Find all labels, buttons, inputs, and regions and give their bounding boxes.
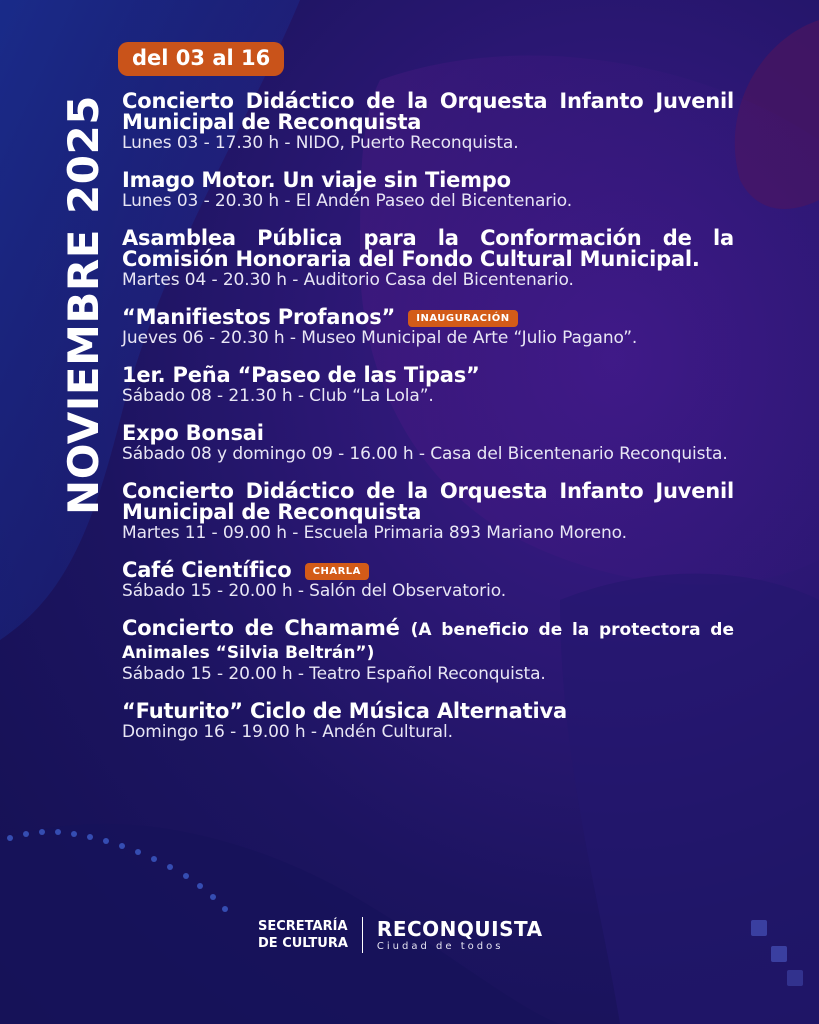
date-range-pill: del 03 al 16 xyxy=(118,42,284,76)
event-title-row xyxy=(122,560,734,581)
event-title: Café Científico xyxy=(122,558,292,582)
brand-tagline: Ciudad de todos xyxy=(376,940,504,952)
month-vertical-title xyxy=(32,90,136,520)
event-title-aside: (A beneficio de la protectora de Animales “Silvia Beltrán”) xyxy=(122,620,735,663)
month-label: NOVIEMBRE 2025 xyxy=(59,95,108,515)
square-decoration xyxy=(787,970,803,986)
event-title-row xyxy=(122,618,734,664)
event-title: “Manifiestos Profanos” xyxy=(122,305,396,329)
brand-name: RECONQUISTA xyxy=(376,916,543,941)
event-detail: Sábado 08 - 21.30 h - Club “La Lola”. xyxy=(122,386,434,406)
event-title: Asamblea Pública para la Conformación de la Comisión Honoraria del Fondo Cultural Municipal. xyxy=(122,226,734,271)
event-badge: INAUGURACIÓN xyxy=(408,310,517,327)
secretaria-logo xyxy=(258,918,348,952)
event-item xyxy=(122,91,734,154)
event-detail: Lunes 03 - 20.30 h - El Andén Paseo del Bicentenario. xyxy=(122,191,573,211)
event-detail: Jueves 06 - 20.30 h - Museo Municipal de Arte “Julio Pagano”. xyxy=(122,328,638,348)
event-item xyxy=(122,307,734,349)
event-title: Expo Bonsai xyxy=(122,421,264,445)
event-detail: Sábado 15 - 20.00 h - Salón del Observatorio. xyxy=(122,581,507,601)
event-detail: Domingo 16 - 19.00 h - Andén Cultural. xyxy=(122,722,453,742)
event-item xyxy=(122,228,734,291)
footer-divider xyxy=(362,917,363,953)
event-detail: Martes 04 - 20.30 h - Auditorio Casa del Bicentenario. xyxy=(122,270,574,290)
event-item xyxy=(122,170,734,212)
event-badge: CHARLA xyxy=(305,563,369,580)
event-title: Concierto de Chamamé xyxy=(122,616,400,640)
event-title: Imago Motor. Un viaje sin Tiempo xyxy=(122,168,511,192)
event-detail: Lunes 03 - 17.30 h - NIDO, Puerto Reconquista. xyxy=(122,133,519,153)
event-title: “Futurito” Ciclo de Música Alternativa xyxy=(122,699,567,723)
event-detail: Sábado 15 - 20.00 h - Teatro Español Reconquista. xyxy=(122,664,546,684)
secretaria-line2: DE CULTURA xyxy=(258,936,348,951)
secretaria-line1: SECRETARÍA xyxy=(258,919,348,934)
square-decoration xyxy=(771,946,787,962)
event-item xyxy=(122,423,734,465)
event-item xyxy=(122,365,734,407)
event-title: Concierto Didáctico de la Orquesta Infanto Juvenil Municipal de Reconquista xyxy=(122,89,734,134)
event-title-row xyxy=(122,307,734,328)
event-title: 1er. Peña “Paseo de las Tipas” xyxy=(122,363,480,387)
square-decoration xyxy=(751,920,767,936)
event-item xyxy=(122,481,734,544)
event-item xyxy=(122,618,734,685)
event-item xyxy=(122,560,734,602)
event-item xyxy=(122,701,734,743)
event-title: Concierto Didáctico de la Orquesta Infanto Juvenil Municipal de Reconquista xyxy=(122,479,734,524)
event-detail: Sábado 08 y domingo 09 - 16.00 h - Casa del Bicentenario Reconquista. xyxy=(122,444,728,464)
event-detail: Martes 11 - 09.00 h - Escuela Primaria 893 Mariano Moreno. xyxy=(122,523,627,543)
footer-logos xyxy=(258,912,578,958)
reconquista-logo xyxy=(377,918,543,953)
event-list xyxy=(122,91,734,759)
